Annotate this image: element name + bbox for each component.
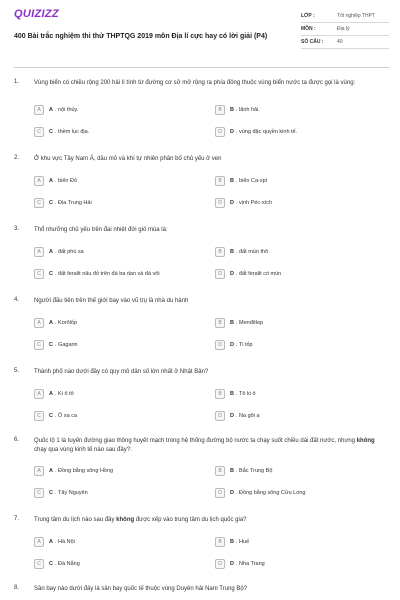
option-dot: . — [54, 390, 59, 397]
option-dot: . — [54, 106, 59, 113]
option-letter: D — [230, 341, 234, 348]
question-number: 3. — [14, 226, 20, 232]
option-b-badge: B — [215, 389, 225, 399]
option-text: vịnh Péc-xích — [239, 199, 273, 206]
option-letter: A — [49, 106, 53, 113]
option-b-badge: B — [215, 176, 225, 186]
option-text: Na gôi a — [239, 412, 260, 419]
option-b[interactable] — [215, 317, 350, 328]
option-letter: B — [230, 319, 234, 326]
option-dot: . — [54, 248, 59, 255]
option-text: thềm lục địa. — [58, 128, 90, 135]
option-a[interactable] — [34, 536, 169, 547]
option-text: Menđêlep — [239, 319, 264, 326]
option-text: Đồng bằng sông Cửu Long — [239, 489, 306, 496]
option-text: biển Đỏ — [58, 177, 78, 184]
question-text — [34, 437, 384, 455]
question-text: Vùng biển có chiều rộng 200 hải lí tính từ đường cơ sở mở rộng ra phía đông thuộc vùng biển nước ta được gọi là vùng: — [34, 80, 356, 86]
option-dot: . — [235, 538, 240, 545]
option-c[interactable] — [34, 126, 169, 137]
option-dot: . — [54, 199, 59, 206]
option-a-badge: A — [34, 318, 44, 328]
meta-key: MÔN : — [301, 26, 316, 32]
option-letter: A — [49, 538, 53, 545]
option-c-badge: C — [34, 269, 44, 279]
option-dot: . — [54, 270, 59, 277]
option-d[interactable] — [215, 268, 350, 279]
option-letter: A — [49, 248, 53, 255]
option-a-badge: A — [34, 247, 44, 257]
option-dot: . — [54, 177, 59, 184]
meta-value: Địa lý — [337, 26, 350, 32]
option-letter: A — [49, 319, 53, 326]
option-text: lãnh hải. — [239, 106, 260, 113]
option-letter: C — [49, 341, 53, 348]
option-dot: . — [235, 319, 240, 326]
meta-row-subject — [301, 23, 389, 36]
question-text: Sân bay nào dưới đây là sân bay quốc tế thuộc vùng Duyên hải Nam Trung Bộ? — [34, 586, 248, 592]
question-number: 8. — [14, 585, 20, 591]
question-text-emphasis: không — [116, 517, 135, 523]
option-text: đất feralit có mùn — [239, 270, 282, 277]
divider — [14, 67, 390, 68]
question-text-part: chạy qua vùng kinh tế nào sau đây?: — [34, 447, 132, 453]
question-text-part: được xếp vào trung tâm du lịch quốc gia? — [134, 517, 247, 523]
option-b-badge: B — [215, 466, 225, 476]
option-text: Tây Nguyên — [58, 489, 88, 496]
meta-value: 40 — [337, 39, 343, 45]
option-a-badge: A — [34, 537, 44, 547]
meta-key: SỐ CÂU : — [301, 39, 324, 45]
question-text: Thành phố nào dưới đây có quy mô dân số lớn nhất ở Nhật Bản? — [34, 369, 209, 375]
option-text: Nha Trang — [239, 560, 265, 567]
question-number: 2. — [14, 155, 20, 161]
option-letter: C — [49, 128, 53, 135]
option-c[interactable] — [34, 197, 169, 208]
quizizz-logo: QUIZIZZ — [14, 8, 59, 20]
option-text: vùng đặc quyền kinh tế. — [239, 128, 298, 135]
option-a[interactable] — [34, 104, 169, 115]
option-d-badge: D — [215, 411, 225, 421]
option-dot: . — [54, 560, 59, 567]
option-letter: B — [230, 177, 234, 184]
option-a-badge: A — [34, 389, 44, 399]
option-b-badge: B — [215, 247, 225, 257]
option-text: Ti tốp — [239, 341, 253, 348]
option-c[interactable] — [34, 339, 169, 350]
question-text-part: Trung tâm du lịch nào sau đây — [34, 517, 117, 523]
option-dot: . — [235, 341, 240, 348]
option-dot: . — [54, 412, 59, 419]
meta-row-count — [301, 36, 389, 49]
option-letter: D — [230, 412, 234, 419]
option-d[interactable] — [215, 558, 350, 569]
option-dot: . — [54, 341, 59, 348]
option-dot: . — [235, 106, 240, 113]
question-text: Người đầu tiên trên thế giới bay vào vũ trụ là nhà du hành — [34, 298, 189, 304]
option-letter: D — [230, 199, 234, 206]
option-text: Địa Trung Hải — [58, 199, 92, 206]
option-letter: A — [49, 177, 53, 184]
option-text: Đồng bằng sông Hồng — [58, 467, 114, 474]
option-dot: . — [235, 199, 240, 206]
option-b[interactable] — [215, 104, 350, 115]
question-number: 6. — [14, 437, 20, 443]
option-letter: B — [230, 248, 234, 255]
option-text: Ki ô tô — [58, 390, 74, 397]
option-a[interactable] — [34, 465, 169, 476]
option-d[interactable] — [215, 410, 350, 421]
option-dot: . — [235, 467, 240, 474]
question-text-part: Quốc lộ 1 là tuyến đường giao thông huyết mạch trong hệ thống đường bộ nước ta chạy suốt chiều dài đất nước, nhưng — [34, 438, 357, 444]
option-c-badge: C — [34, 340, 44, 350]
option-text: Gagarin — [58, 341, 78, 348]
option-b[interactable] — [215, 536, 350, 547]
option-c[interactable] — [34, 558, 169, 569]
option-b[interactable] — [215, 388, 350, 399]
option-text: đất mùn thô — [239, 248, 269, 255]
question-text — [34, 516, 384, 525]
option-b-badge: B — [215, 318, 225, 328]
meta-key: LỚP : — [301, 13, 315, 19]
option-text: đất feralit nâu đỏ trên đá ba dan và đá vôi — [58, 270, 160, 277]
option-text: nội thủy. — [58, 106, 79, 113]
option-dot: . — [54, 489, 59, 496]
option-a-badge: A — [34, 466, 44, 476]
meta-value: Tốt nghiệp THPT — [337, 13, 375, 19]
question-text-emphasis: không — [356, 438, 375, 444]
option-dot: . — [235, 560, 240, 567]
option-text: Ô xa ca — [58, 412, 77, 419]
option-b[interactable] — [215, 465, 350, 476]
option-letter: A — [49, 390, 53, 397]
option-text: Bắc Trung Bộ — [239, 467, 273, 474]
question-number: 1. — [14, 79, 20, 85]
option-dot: . — [235, 248, 240, 255]
option-text: Huế — [239, 538, 250, 545]
option-d-badge: D — [215, 198, 225, 208]
option-b[interactable] — [215, 175, 350, 186]
question-number: 4. — [14, 297, 20, 303]
option-d-badge: D — [215, 340, 225, 350]
option-d-badge: D — [215, 488, 225, 498]
page-title: 400 Bài trắc nghiệm thi thử THPTQG 2019 môn Địa lí cực hay có lời giải (P4) — [14, 33, 268, 40]
option-c-badge: C — [34, 411, 44, 421]
option-letter: B — [230, 390, 234, 397]
option-letter: C — [49, 270, 53, 277]
option-dot: . — [235, 489, 240, 496]
option-b-badge: B — [215, 537, 225, 547]
option-a[interactable] — [34, 317, 169, 328]
option-c[interactable] — [34, 487, 169, 498]
option-a[interactable] — [34, 175, 169, 186]
option-c-badge: C — [34, 198, 44, 208]
option-text: biển Ca-xpi — [239, 177, 267, 184]
option-a[interactable] — [34, 246, 169, 257]
option-dot: . — [54, 128, 59, 135]
option-c-badge: C — [34, 559, 44, 569]
option-d-badge: D — [215, 559, 225, 569]
option-letter: C — [49, 199, 53, 206]
option-c-badge: C — [34, 488, 44, 498]
option-letter: D — [230, 560, 234, 567]
option-dot: . — [235, 177, 240, 184]
option-a-badge: A — [34, 176, 44, 186]
option-letter: B — [230, 467, 234, 474]
meta-table — [301, 10, 389, 49]
option-d-badge: D — [215, 127, 225, 137]
question-text: Thổ nhưỡng chủ yếu trên đai nhiệt đới gió mùa là: — [34, 227, 168, 233]
option-d[interactable] — [215, 339, 350, 350]
option-a[interactable] — [34, 388, 169, 399]
option-b-badge: B — [215, 105, 225, 115]
option-text: Korôlốp — [58, 319, 78, 326]
option-c-badge: C — [34, 127, 44, 137]
option-dot: . — [235, 128, 240, 135]
question-number: 5. — [14, 368, 20, 374]
option-c[interactable] — [34, 410, 169, 421]
option-dot: . — [54, 319, 59, 326]
option-dot: . — [235, 412, 240, 419]
option-text: Tô ki ô — [239, 390, 256, 397]
question-number: 7. — [14, 516, 20, 522]
option-dot: . — [54, 467, 59, 474]
option-d-badge: D — [215, 269, 225, 279]
option-a-badge: A — [34, 105, 44, 115]
option-c[interactable] — [34, 268, 209, 279]
option-letter: C — [49, 412, 53, 419]
option-d[interactable] — [215, 197, 350, 208]
option-letter: D — [230, 489, 234, 496]
option-dot: . — [235, 390, 240, 397]
option-letter: A — [49, 467, 53, 474]
header — [0, 0, 400, 66]
meta-row-class — [301, 10, 389, 23]
option-d[interactable] — [215, 487, 350, 498]
option-letter: B — [230, 538, 234, 545]
option-letter: D — [230, 270, 234, 277]
question-text: Ở khu vực Tây Nam Á, dầu mỏ và khí tự nhiên phân bố chủ yếu ở ven — [34, 156, 222, 162]
option-text: Đà Nẵng — [58, 560, 80, 567]
option-letter: B — [230, 106, 234, 113]
option-letter: C — [49, 489, 53, 496]
option-d[interactable] — [215, 126, 350, 137]
option-text: Hà Nội — [58, 538, 75, 545]
option-b[interactable] — [215, 246, 350, 257]
option-letter: C — [49, 560, 53, 567]
option-text: đất phù sa — [58, 248, 84, 255]
option-dot: . — [235, 270, 240, 277]
option-letter: D — [230, 128, 234, 135]
option-dot: . — [54, 538, 59, 545]
